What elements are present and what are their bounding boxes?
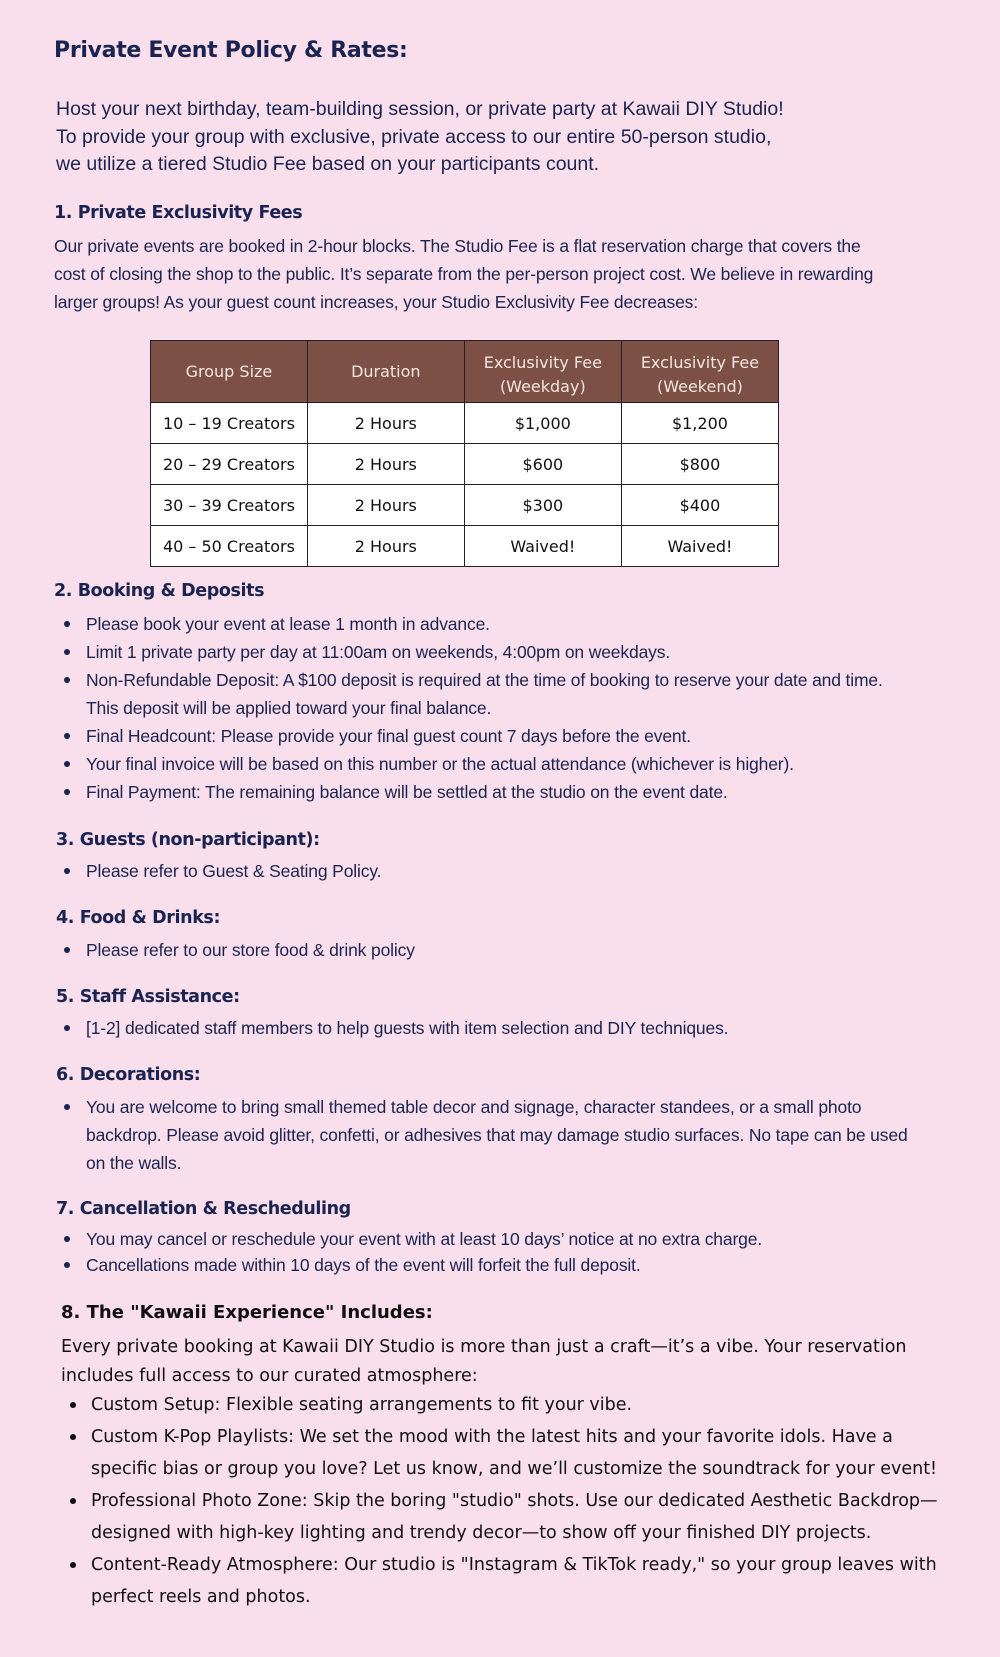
list-item-text: Professional Photo Zone: Skip the boring "studio" shots. Use our dedicated Aesthetic Backdrop—designed with high-key lighting and trendy decor—to show off your finished DIY projects. (91, 1491, 938, 1543)
section-3-title: 3. Guests (non-participant): (56, 830, 320, 850)
list-item-text: Custom Setup: Flexible seating arrangements to fit your vibe. (91, 1395, 633, 1415)
bullet-icon (64, 1104, 70, 1110)
page-title: Private Event Policy & Rates: (54, 38, 408, 63)
table-cell: Waived! (621, 526, 778, 567)
section-2-list (54, 610, 894, 806)
list-item-text: Please refer to our store food & drink policy (86, 940, 415, 960)
table-row (151, 526, 779, 567)
bullet-icon (64, 1236, 70, 1242)
list-item-text: Cancellations made within 10 days of the event will forfeit the full deposit. (86, 1255, 641, 1275)
section-8-list (61, 1389, 951, 1613)
section-4-title: 4. Food & Drinks: (56, 908, 221, 928)
section-6-list (54, 1093, 914, 1177)
list-item (54, 722, 894, 750)
list-item-text: Non-Refundable Deposit: A $100 deposit is required at the time of booking to reserve your date and time. This deposit will be applied toward your final balance. (86, 670, 883, 718)
table-cell: $600 (464, 444, 621, 485)
list-item (61, 1485, 951, 1549)
table-header: Exclusivity Fee (Weekend) (621, 341, 778, 403)
bullet-icon (70, 1434, 76, 1440)
section-1-paragraph: Our private events are booked in 2-hour blocks. The Studio Fee is a flat reservation charge that covers the cost of closing the shop to the public. It’s separate from the per-person project cost. We believe in rewarding larger groups! As your guest count increases, your Studio Exclusivity Fee decreases: (54, 236, 874, 312)
list-item-text: Please refer to Guest & Seating Policy. (86, 861, 382, 881)
list-item-text: Limit 1 private party per day at 11:00am on weekends, 4:00pm on weekdays. (86, 642, 671, 662)
bullet-icon (64, 733, 70, 739)
table-header: Duration (307, 341, 464, 403)
bullet-icon (64, 649, 70, 655)
list-item (54, 778, 894, 806)
list-item (54, 1014, 894, 1042)
section-8-paragraph: Every private booking at Kawaii DIY Studio is more than just a craft—it’s a vibe. Your reservation includes full access to our curated atmosphere: (61, 1337, 907, 1386)
list-item-text: You are welcome to bring small themed table decor and signage, character standees, or a small photo backdrop. Please avoid glitter, confetti, or adhesives that may damage studio surfaces. No tape can be used on the walls. (86, 1097, 908, 1173)
section-6-title: 6. Decorations: (56, 1065, 201, 1085)
table-row (151, 485, 779, 526)
table-cell: 2 Hours (307, 403, 464, 444)
list-item (54, 666, 894, 722)
section-5-title: 5. Staff Assistance: (56, 987, 240, 1007)
list-item-text: Content-Ready Atmosphere: Our studio is "Instagram & TikTok ready," so your group leaves with perfect reels and photos. (91, 1555, 937, 1607)
table-cell: 20 – 29 Creators (151, 444, 308, 485)
section-2-title: 2. Booking & Deposits (54, 581, 265, 601)
list-item (61, 1549, 951, 1613)
list-item (54, 610, 894, 638)
bullet-icon (64, 947, 70, 953)
table-cell: 2 Hours (307, 444, 464, 485)
bullet-icon (70, 1562, 76, 1568)
intro-text (56, 96, 916, 179)
table-cell: 2 Hours (307, 526, 464, 567)
bullet-icon (64, 761, 70, 767)
section-5-list (54, 1014, 894, 1042)
table-row (151, 444, 779, 485)
table-cell: 2 Hours (307, 485, 464, 526)
list-item-text: Final Headcount: Please provide your final guest count 7 days before the event. (86, 726, 691, 746)
table-cell: 10 – 19 Creators (151, 403, 308, 444)
list-item-text: [1-2] dedicated staff members to help guests with item selection and DIY techniques. (86, 1018, 729, 1038)
table-cell: $300 (464, 485, 621, 526)
list-item (54, 1252, 894, 1278)
table-header-row (151, 341, 779, 403)
fee-table (150, 340, 779, 567)
table-cell: $400 (621, 485, 778, 526)
bullet-icon (64, 1025, 70, 1031)
section-8-title: 8. The "Kawaii Experience" Includes: (61, 1302, 433, 1323)
table-cell: $800 (621, 444, 778, 485)
list-item (54, 638, 894, 666)
list-item (54, 750, 894, 778)
bullet-icon (64, 677, 70, 683)
table-cell: 40 – 50 Creators (151, 526, 308, 567)
bullet-icon (70, 1498, 76, 1504)
table-cell: $1,200 (621, 403, 778, 444)
intro-line: To provide your group with exclusive, private access to our entire 50-person studio, (56, 125, 772, 148)
bullet-icon (64, 1262, 70, 1268)
intro-line: Host your next birthday, team-building session, or private party at Kawaii DIY Studio! (56, 98, 784, 120)
list-item-text: Custom K-Pop Playlists: We set the mood with the latest hits and your favorite idols. Have a specific bias or group you love? Let us know, and we’ll customize the soundtrack for your event! (91, 1427, 938, 1479)
section-7-list (54, 1226, 894, 1278)
section-3-list (54, 857, 894, 885)
list-item (54, 1093, 914, 1177)
list-item (61, 1389, 951, 1421)
table-row (151, 403, 779, 444)
table-header: Exclusivity Fee (Weekday) (464, 341, 621, 403)
list-item-text: Please book your event at lease 1 month in advance. (86, 614, 490, 634)
intro-line: we utilize a tiered Studio Fee based on your participants count. (56, 153, 600, 175)
list-item (61, 1421, 951, 1485)
list-item (54, 857, 894, 885)
bullet-icon (64, 789, 70, 795)
list-item (54, 1226, 894, 1252)
table-cell: $1,000 (464, 403, 621, 444)
list-item-text: You may cancel or reschedule your event with at least 10 days’ notice at no extra charge. (86, 1229, 763, 1249)
section-1-title: 1. Private Exclusivity Fees (54, 203, 303, 223)
list-item-text: Your final invoice will be based on this number or the actual attendance (whichever is higher). (86, 754, 794, 774)
bullet-icon (64, 621, 70, 627)
section-4-list (54, 936, 894, 964)
list-item (54, 936, 894, 964)
list-item-text: Final Payment: The remaining balance will be settled at the studio on the event date. (86, 782, 728, 802)
table-header: Group Size (151, 341, 308, 403)
table-cell: 30 – 39 Creators (151, 485, 308, 526)
bullet-icon (64, 868, 70, 874)
section-7-title: 7. Cancellation & Rescheduling (56, 1199, 351, 1219)
table-cell: Waived! (464, 526, 621, 567)
bullet-icon (70, 1402, 76, 1408)
